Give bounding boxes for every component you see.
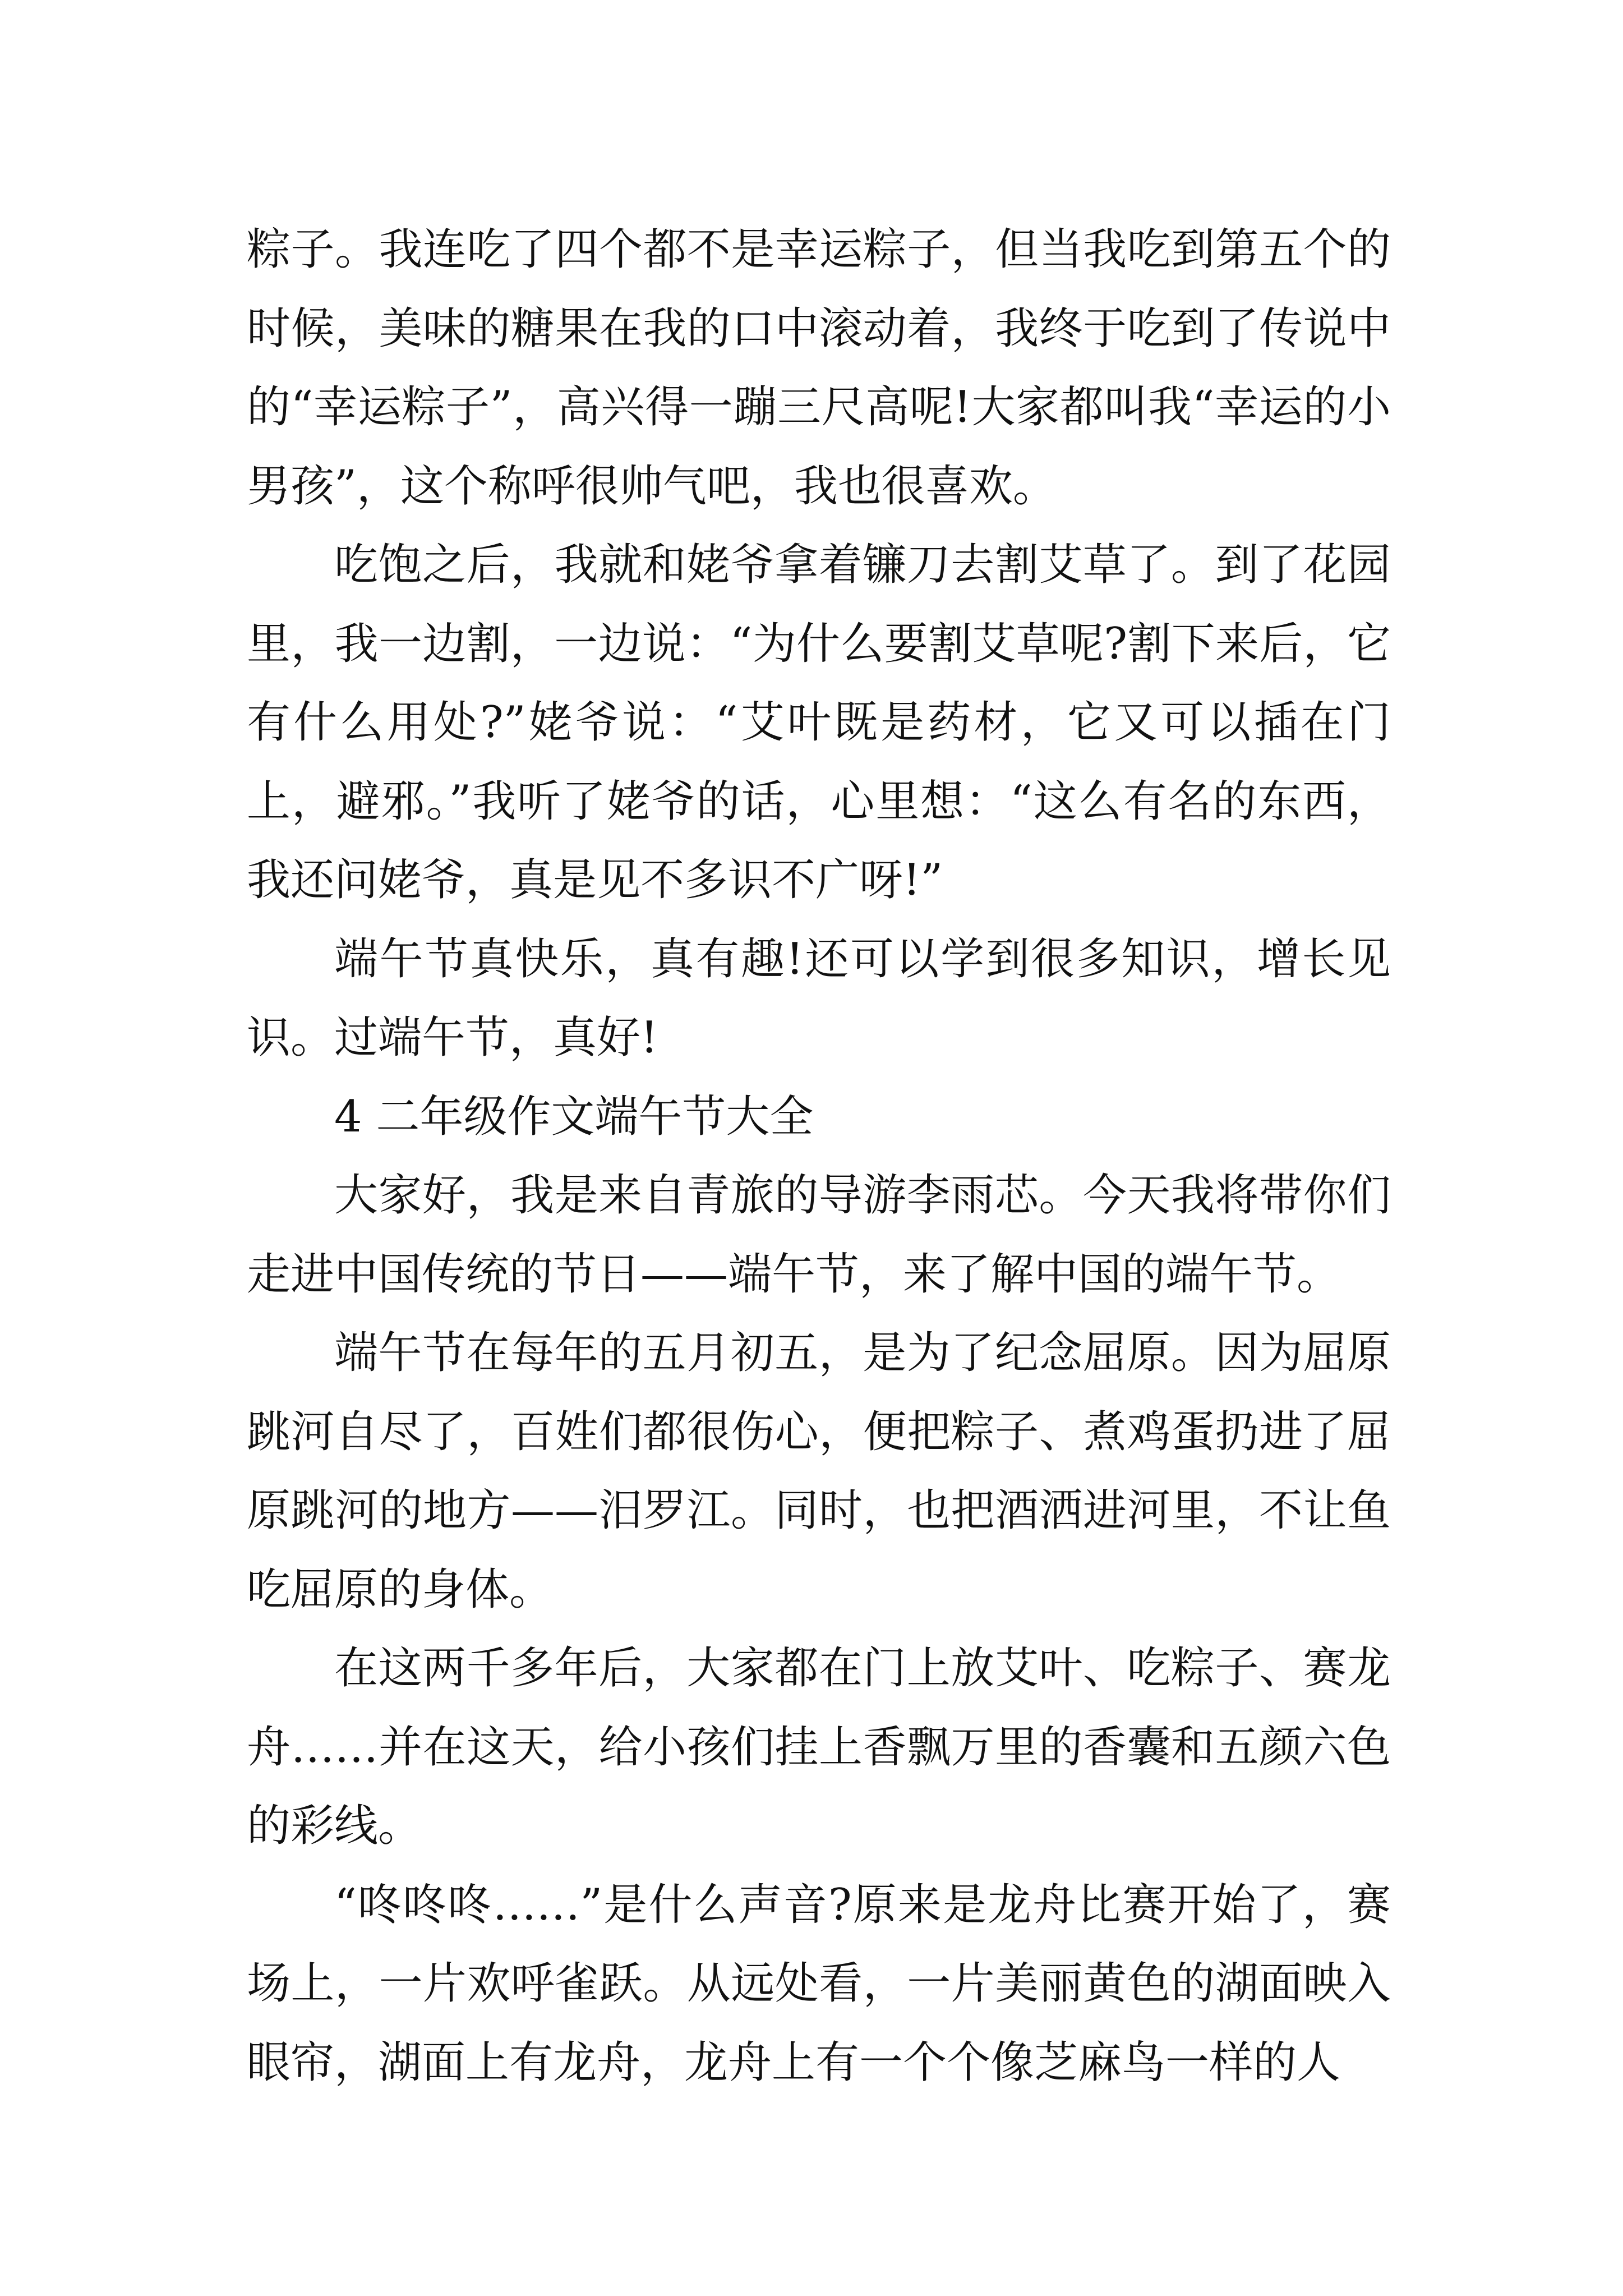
paragraph-2: 吃饱之后，我就和姥爷拿着镰刀去割艾草了。到了花园里，我一边割，一边说：“为什么要割艾草呢?割下来后，它有什么用处?”姥爷说：“艾叶既是药材，它又可以插在门上，避邪。”我听了姥爷的话，心里想：“这么有名的东西，我还问姥爷，真是见不多识不广呀!”: [247, 540, 1391, 905]
paragraph-3: 端午节真快乐，真有趣!还可以学到很多知识，增长见识。过端午节，真好!: [247, 933, 1391, 1063]
paragraph-1: 粽子。我连吃了四个都不是幸运粽子，但当我吃到第五个的时候，美味的糖果在我的口中滚动着，我终于吃到了传说中的“幸运粽子”，高兴得一蹦三尺高呢!大家都叫我“幸运的小男孩”，这个称呼很帅气吧，我也很喜欢。: [247, 224, 1391, 512]
section-paragraph-1: 大家好，我是来自青旅的导游李雨芯。今天我将带你们走进中国传统的节日——端午节，来了解中国的端午节。: [247, 1170, 1391, 1300]
section-paragraph-3: 在这两千多年后，大家都在门上放艾叶、吃粽子、赛龙舟……并在这天，给小孩们挂上香飘万里的香囊和五颜六色的彩线。: [247, 1643, 1391, 1851]
document-body: [247, 210, 1391, 2102]
section-heading: 4 二年级作文端午节大全: [334, 1091, 814, 1142]
section-paragraph-4: “咚咚咚……”是什么声音?原来是龙舟比赛开始了，赛场上，一片欢呼雀跃。从远处看，一片美丽黄色的湖面映入眼帘，湖面上有龙舟，龙舟上有一个个像芝麻鸟一样的人: [247, 1879, 1391, 2088]
section-paragraph-2: 端午节在每年的五月初五，是为了纪念屈原。因为屈原跳河自尽了，百姓们都很伤心，便把粽子、煮鸡蛋扔进了屈原跳河的地方——汨罗江。同时，也把酒洒进河里，不让鱼吃屈原的身体。: [247, 1328, 1391, 1615]
